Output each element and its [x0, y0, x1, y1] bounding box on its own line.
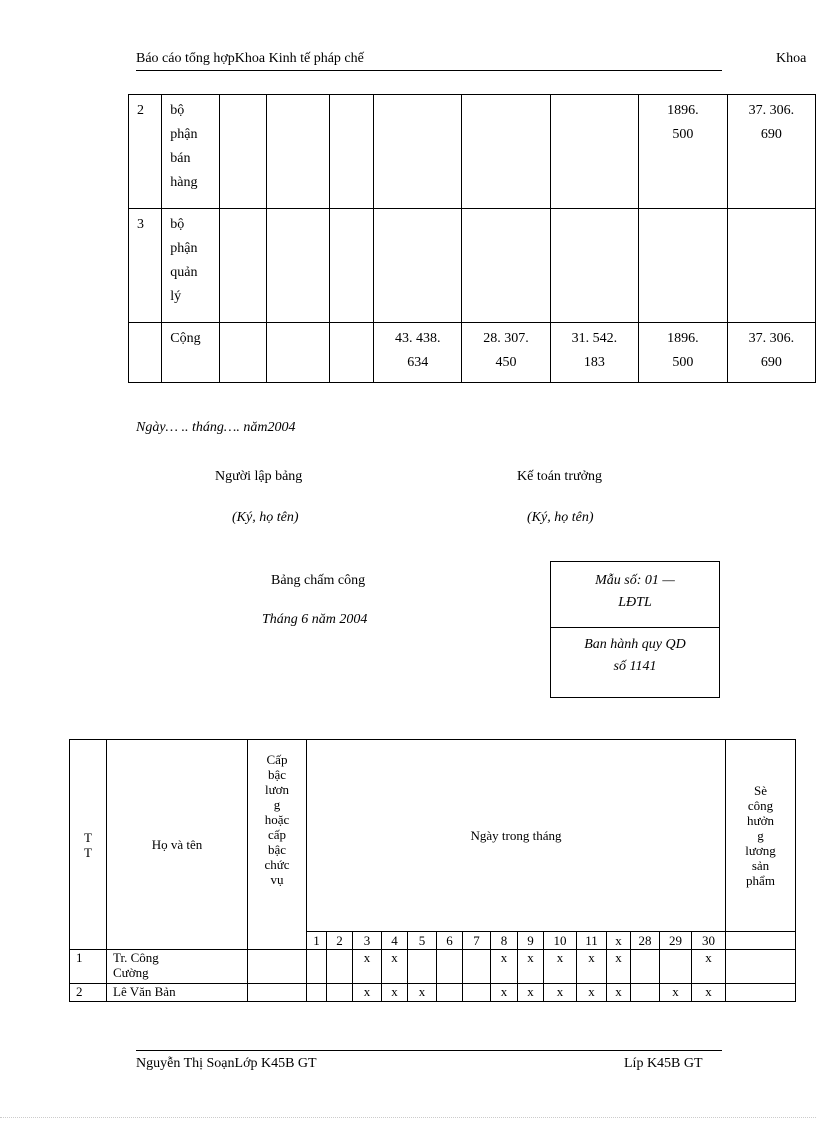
preparer-signature-note: (Ký, họ tên): [232, 510, 299, 525]
attendance-mark: [463, 984, 491, 1002]
employee-name-line: Cường: [113, 965, 149, 980]
amount-value: [462, 209, 549, 213]
document-title: Bảng chấm công: [271, 573, 366, 588]
department-name: [162, 95, 219, 195]
preparer-title: Người lập bảng: [215, 469, 303, 484]
form-decision: số 1141: [613, 659, 657, 674]
empty-cell: [220, 209, 266, 323]
product-header-line: công: [747, 798, 774, 813]
amount-line: 1896.: [667, 331, 699, 346]
amount-value: [639, 209, 727, 213]
attendance-mark: x: [382, 984, 408, 1002]
department-cell: [162, 209, 220, 323]
attendance-mark: x: [518, 984, 544, 1002]
row-number-cell: [129, 323, 162, 383]
amount-cell: [462, 323, 550, 383]
attendance-mark: [437, 984, 463, 1002]
day-number: 5: [408, 932, 437, 950]
amount-cell: [727, 323, 815, 383]
attendance-mark: [631, 984, 660, 1002]
amount-line: 31. 542.: [571, 331, 618, 346]
department-name-line: bộ: [170, 103, 185, 118]
amount-line: 690: [760, 355, 782, 370]
grade-header-line: chức: [264, 857, 290, 872]
attendance-mark: [463, 950, 491, 984]
department-name: [162, 209, 219, 309]
amount-value: [551, 323, 638, 375]
empty-cell: [329, 323, 373, 383]
grade-header-line: vụ: [270, 872, 284, 887]
grade-header-line: g: [273, 797, 281, 812]
amount-value: [462, 323, 549, 375]
row-number: 2: [137, 103, 144, 118]
attendance-table: [69, 739, 796, 1002]
amount-value: [374, 323, 461, 375]
department-cell: [162, 323, 220, 383]
day-number: 11: [577, 932, 607, 950]
table-row: [70, 984, 796, 1002]
header-divider: [136, 70, 722, 71]
chief-accountant-signature-note: (Ký, họ tên): [527, 510, 594, 525]
attendance-mark: [307, 950, 327, 984]
form-issued: Ban hành quy QD: [584, 637, 686, 652]
department-name-line: bộ: [170, 217, 185, 232]
amount-cell: [727, 95, 815, 209]
amount-cell: [550, 209, 638, 323]
footer-divider: [136, 1050, 722, 1051]
grade-header-line: hoặc: [264, 812, 290, 827]
grade-header-line: bậc: [267, 842, 287, 857]
day-number: 30: [692, 932, 726, 950]
day-number: 8: [491, 932, 518, 950]
attendance-mark: [408, 950, 437, 984]
empty-cell: [266, 209, 329, 323]
days-header: Ngày trong tháng: [307, 740, 726, 932]
day-number: 6: [437, 932, 463, 950]
amount-value: [639, 323, 727, 375]
empty-cell: [248, 950, 307, 984]
attendance-mark: x: [607, 950, 631, 984]
table-row: [70, 950, 796, 984]
page-header-title: Báo cáo tổng hợpKhoa Kinh tế pháp chế: [136, 51, 364, 66]
footer-author: Nguyễn Thị SoạnLớp K45B GT: [136, 1056, 317, 1071]
date-line: Ngày… .. tháng…. năm2004: [136, 420, 296, 435]
empty-cell: [266, 95, 329, 209]
tt-header-line: T: [84, 844, 92, 860]
grade-header: [248, 740, 307, 950]
empty-cell: [329, 95, 373, 209]
amount-value: [374, 209, 461, 213]
amount-cell: [550, 95, 638, 209]
empty-cell: [726, 950, 796, 984]
department-name-line: bán: [170, 151, 191, 166]
product-header-line: phẩm: [746, 873, 775, 888]
department-name-line: phận: [170, 127, 198, 142]
row-number: [129, 323, 161, 327]
attendance-mark: x: [353, 950, 382, 984]
employee-number: 2: [70, 984, 107, 1002]
amount-value: [462, 95, 549, 99]
attendance-mark: x: [692, 950, 726, 984]
empty-cell: [726, 984, 796, 1002]
amount-line: 37. 306.: [748, 103, 795, 118]
grade-header-line: Cấp: [266, 752, 288, 767]
empty-cell: [220, 323, 266, 383]
attendance-mark: x: [382, 950, 408, 984]
attendance-mark: [631, 950, 660, 984]
product-header-line: Sè: [754, 783, 767, 798]
amount-value: [728, 209, 815, 213]
attendance-mark: x: [491, 950, 518, 984]
employee-number: 1: [70, 950, 107, 984]
employee-name: [107, 984, 248, 1002]
product-header: [726, 740, 796, 932]
day-number: 4: [382, 932, 408, 950]
department-name-line: phận: [170, 241, 198, 256]
day-number: x: [607, 932, 631, 950]
attendance-mark: [307, 984, 327, 1002]
day-number: 10: [544, 932, 577, 950]
amount-value: [551, 209, 638, 213]
amount-cell: [550, 323, 638, 383]
employee-name-line: Lê Văn Bản: [113, 984, 176, 999]
expense-table: [128, 94, 816, 383]
day-number: 28: [631, 932, 660, 950]
amount-value: [374, 95, 461, 99]
attendance-mark: x: [544, 950, 577, 984]
attendance-mark: x: [544, 984, 577, 1002]
amount-line: 634: [407, 355, 429, 370]
amount-cell: [639, 209, 728, 323]
amount-line: 500: [672, 127, 694, 142]
amount-cell: [462, 209, 550, 323]
product-header-line: hưởn: [747, 813, 774, 828]
day-number: 3: [353, 932, 382, 950]
tt-header-line: T: [84, 829, 92, 845]
amount-value: [551, 95, 638, 99]
amount-value: [728, 323, 815, 375]
department-name-line: lý: [170, 289, 182, 304]
attendance-mark: [327, 984, 353, 1002]
amount-line: 500: [672, 355, 694, 370]
day-number: 9: [518, 932, 544, 950]
amount-cell: [639, 323, 728, 383]
empty-cell: [266, 323, 329, 383]
amount-cell: [462, 95, 550, 209]
attendance-mark: x: [607, 984, 631, 1002]
tt-header: [70, 740, 107, 950]
amount-line: 690: [760, 127, 782, 142]
row-number-cell: [129, 209, 162, 323]
page-header-right: Khoa: [776, 51, 807, 66]
amount-cell: [374, 323, 462, 383]
employee-name-line: Tr. Công: [113, 950, 159, 965]
amount-cell: [639, 95, 728, 209]
form-number: Mẫu số: 01 —: [595, 573, 675, 588]
attendance-mark: [660, 950, 692, 984]
table-row: [129, 323, 816, 383]
chief-accountant-title: Kế toán trưởng: [517, 469, 602, 484]
attendance-mark: x: [408, 984, 437, 1002]
amount-cell: [727, 209, 815, 323]
attendance-mark: x: [577, 984, 607, 1002]
header-row: [70, 740, 796, 932]
attendance-mark: [327, 950, 353, 984]
amount-line: 450: [495, 355, 517, 370]
amount-line: 37. 306.: [748, 331, 795, 346]
empty-cell: [220, 95, 266, 209]
amount-value: [639, 95, 727, 147]
day-number: 2: [327, 932, 353, 950]
grade-header-line: bậc: [267, 767, 287, 782]
grade-header-line: lươn: [264, 782, 290, 797]
employee-name: [107, 950, 248, 984]
empty-cell: [329, 209, 373, 323]
form-number-box: [550, 561, 720, 698]
department-name-line: hàng: [170, 175, 198, 190]
department-name-line: quản: [170, 265, 198, 280]
attendance-mark: x: [660, 984, 692, 1002]
department-name: [162, 323, 219, 351]
attendance-mark: x: [518, 950, 544, 984]
amount-line: 1896.: [667, 103, 699, 118]
empty-cell: [248, 984, 307, 1002]
department-name-line: Cộng: [170, 331, 201, 346]
product-header-line: sản: [751, 858, 770, 873]
amount-line: 28. 307.: [483, 331, 529, 346]
product-header-line: g: [757, 828, 764, 843]
attendance-mark: x: [692, 984, 726, 1002]
amount-cell: [374, 95, 462, 209]
name-header: Họ và tên: [107, 740, 248, 950]
table-row: [129, 209, 816, 323]
product-header-line: lương: [745, 843, 776, 858]
day-number: 7: [463, 932, 491, 950]
attendance-mark: x: [491, 984, 518, 1002]
attendance-mark: [437, 950, 463, 984]
form-code: LĐTL: [618, 595, 652, 610]
row-number-cell: [129, 95, 162, 209]
empty-cell: [726, 932, 796, 950]
amount-line: 43. 438.: [394, 331, 441, 346]
document-subtitle: Tháng 6 năm 2004: [262, 612, 368, 627]
page-bottom-border: [0, 1117, 816, 1118]
day-number: 1: [307, 932, 327, 950]
amount-value: [728, 95, 815, 147]
day-number: 29: [660, 932, 692, 950]
attendance-mark: x: [353, 984, 382, 1002]
table-row: [129, 95, 816, 209]
amount-line: 183: [583, 355, 605, 370]
department-cell: [162, 95, 220, 209]
row-number: 3: [137, 217, 144, 232]
footer-class: Líp K45B GT: [624, 1056, 703, 1071]
attendance-mark: x: [577, 950, 607, 984]
amount-cell: [374, 209, 462, 323]
grade-header-line: cấp: [267, 827, 287, 842]
